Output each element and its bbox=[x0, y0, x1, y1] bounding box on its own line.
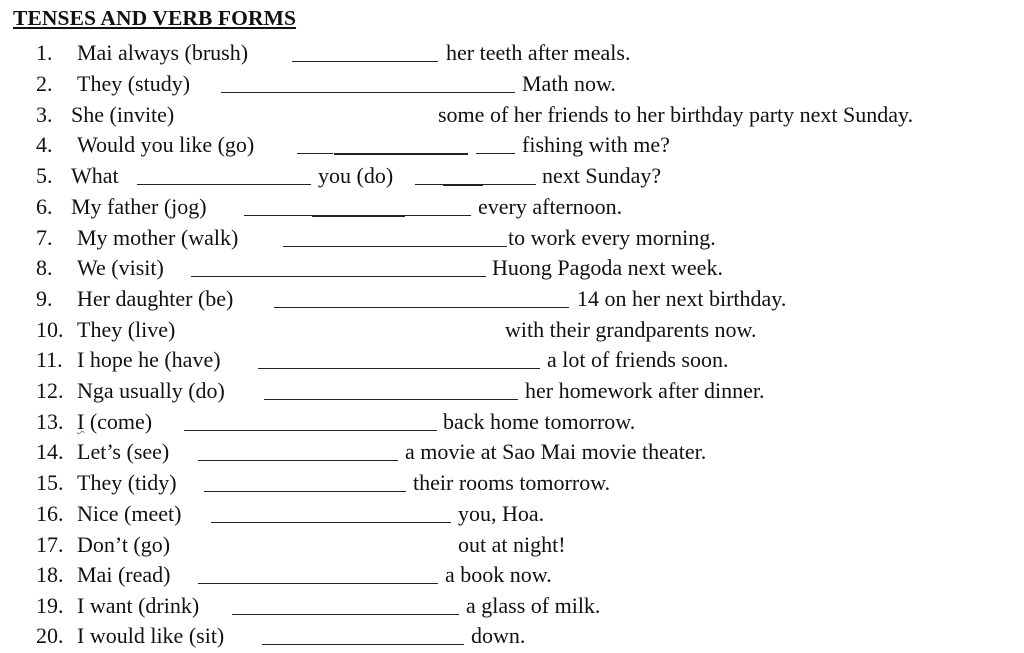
item-rest: her teeth after meals. bbox=[446, 40, 631, 65]
item-prompt: Mai always (brush) bbox=[77, 40, 249, 65]
item-rest: you, Hoa. bbox=[458, 501, 545, 526]
item-prompt: I want (drink) bbox=[77, 593, 200, 618]
item-number: 9. bbox=[36, 286, 53, 311]
item-number: 19. bbox=[36, 593, 64, 618]
exercise-item-9 bbox=[0, 284, 1024, 314]
answer-blank-1[interactable] bbox=[137, 184, 311, 185]
item-rest: out at night! bbox=[458, 532, 566, 557]
item-number: 20. bbox=[36, 623, 64, 648]
item-rest: back home tomorrow. bbox=[443, 409, 636, 434]
exercise-item-18 bbox=[0, 560, 1024, 590]
item-number: 18. bbox=[36, 562, 64, 587]
item-number: 4. bbox=[36, 132, 53, 157]
exercise-item-6 bbox=[0, 192, 1024, 222]
item-number: 1. bbox=[36, 40, 53, 65]
item-rest: every afternoon. bbox=[478, 194, 623, 219]
item-prompt: Nga usually (do) bbox=[77, 378, 225, 403]
answer-blank[interactable] bbox=[264, 399, 518, 400]
exercise-item-17 bbox=[0, 530, 1024, 560]
item-prompt-subject: I bbox=[77, 409, 85, 434]
item-prompt-verb: (come) bbox=[84, 409, 153, 434]
answer-blank[interactable] bbox=[292, 61, 438, 62]
answer-blank-part[interactable] bbox=[312, 215, 405, 217]
exercise-item-11 bbox=[0, 345, 1024, 375]
exercise-item-2 bbox=[0, 69, 1024, 99]
answer-blank-2-part[interactable] bbox=[483, 184, 536, 185]
item-number: 10. bbox=[36, 317, 64, 342]
item-rest: some of her friends to her birthday party next Sunday. bbox=[438, 102, 914, 127]
exercise-item-7 bbox=[0, 223, 1024, 253]
item-number: 15. bbox=[36, 470, 64, 495]
worksheet-title: TENSES AND VERB FORMS bbox=[13, 6, 297, 30]
item-prompt: My father (jog) bbox=[71, 194, 207, 219]
item-rest: Huong Pagoda next week. bbox=[492, 255, 723, 280]
exercise-item-20 bbox=[0, 621, 1024, 651]
item-middle: you (do) bbox=[318, 163, 394, 188]
item-number: 14. bbox=[36, 439, 64, 464]
item-number: 17. bbox=[36, 532, 64, 557]
item-prompt bbox=[77, 407, 152, 437]
item-prompt: Mai (read) bbox=[77, 562, 171, 587]
item-prompt: They (live) bbox=[77, 317, 176, 342]
item-number: 11. bbox=[36, 347, 63, 372]
answer-blank[interactable] bbox=[191, 276, 486, 277]
item-rest: next Sunday? bbox=[542, 163, 662, 188]
exercise-item-16 bbox=[0, 499, 1024, 529]
item-rest: a lot of friends soon. bbox=[547, 347, 729, 372]
answer-blank[interactable] bbox=[204, 491, 406, 492]
item-prompt: What bbox=[71, 163, 119, 188]
item-prompt: My mother (walk) bbox=[77, 225, 239, 250]
item-rest: to work every morning. bbox=[508, 225, 716, 250]
item-prompt: They (study) bbox=[77, 71, 191, 96]
answer-blank[interactable] bbox=[198, 583, 438, 584]
exercise-item-3 bbox=[0, 100, 1024, 130]
item-number: 6. bbox=[36, 194, 53, 219]
exercise-item-4 bbox=[0, 130, 1024, 160]
item-rest: her homework after dinner. bbox=[525, 378, 765, 403]
answer-blank-part[interactable] bbox=[405, 215, 471, 216]
item-prompt: I hope he (have) bbox=[77, 347, 221, 372]
answer-blank-part[interactable] bbox=[476, 153, 515, 154]
answer-blank[interactable] bbox=[232, 614, 459, 615]
exercise-item-8 bbox=[0, 253, 1024, 283]
item-prompt: They (tidy) bbox=[77, 470, 177, 495]
item-number: 16. bbox=[36, 501, 64, 526]
item-number: 3. bbox=[36, 102, 53, 127]
item-rest: a movie at Sao Mai movie theater. bbox=[405, 439, 707, 464]
item-rest: their rooms tomorrow. bbox=[413, 470, 611, 495]
answer-blank[interactable] bbox=[198, 460, 398, 461]
answer-blank-2-part[interactable] bbox=[443, 184, 483, 186]
answer-blank[interactable] bbox=[283, 246, 507, 247]
item-rest: fishing with me? bbox=[522, 132, 670, 157]
item-number: 8. bbox=[36, 255, 53, 280]
item-number: 7. bbox=[36, 225, 53, 250]
answer-blank[interactable] bbox=[258, 368, 540, 369]
exercise-item-14 bbox=[0, 437, 1024, 467]
item-rest: Math now. bbox=[522, 71, 616, 96]
exercise-item-10 bbox=[0, 315, 1024, 345]
answer-blank-part[interactable] bbox=[334, 153, 468, 155]
exercise-item-15 bbox=[0, 468, 1024, 498]
exercise-item-1 bbox=[0, 38, 1024, 68]
answer-blank[interactable] bbox=[211, 522, 451, 523]
item-prompt: She (invite) bbox=[71, 102, 175, 127]
item-prompt: We (visit) bbox=[77, 255, 164, 280]
exercise-item-19 bbox=[0, 591, 1024, 621]
item-prompt: Let’s (see) bbox=[77, 439, 170, 464]
item-rest: a glass of milk. bbox=[466, 593, 601, 618]
item-prompt: Nice (meet) bbox=[77, 501, 182, 526]
item-rest: 14 on her next birthday. bbox=[577, 286, 787, 311]
answer-blank[interactable] bbox=[221, 92, 515, 93]
item-prompt: Her daughter (be) bbox=[77, 286, 234, 311]
answer-blank[interactable] bbox=[262, 644, 464, 645]
answer-blank[interactable] bbox=[184, 430, 437, 431]
item-number: 13. bbox=[36, 409, 64, 434]
item-rest: down. bbox=[471, 623, 526, 648]
answer-blank[interactable] bbox=[274, 307, 569, 308]
answer-blank-2-part[interactable] bbox=[415, 184, 443, 185]
exercise-item-5 bbox=[0, 161, 1024, 191]
item-number: 12. bbox=[36, 378, 64, 403]
exercise-item-12 bbox=[0, 376, 1024, 406]
item-prompt: I would like (sit) bbox=[77, 623, 225, 648]
item-rest: a book now. bbox=[445, 562, 552, 587]
exercise-item-13 bbox=[0, 407, 1024, 437]
item-prompt: Would you like (go) bbox=[77, 132, 255, 157]
answer-blank-part[interactable] bbox=[297, 153, 333, 154]
item-rest: with their grandparents now. bbox=[505, 317, 757, 342]
answer-blank-part[interactable] bbox=[244, 215, 312, 216]
item-prompt: Don’t (go) bbox=[77, 532, 171, 557]
item-number: 2. bbox=[36, 71, 53, 96]
item-number: 5. bbox=[36, 163, 53, 188]
